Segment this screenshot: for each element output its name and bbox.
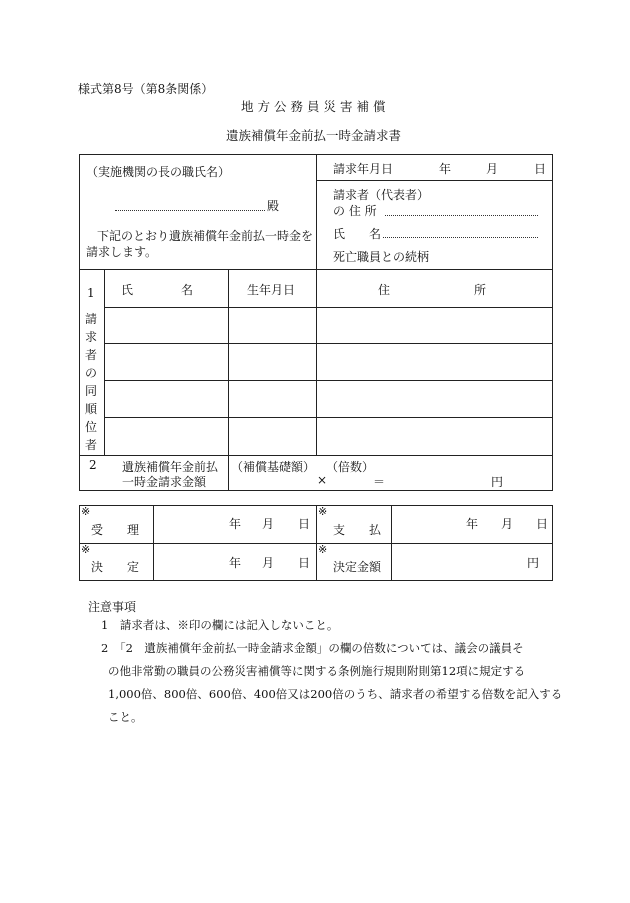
col-header-address: 住 所 xyxy=(378,283,487,297)
date-year: 年 xyxy=(439,162,452,176)
note-item-2-cont-3: こと。 xyxy=(108,710,143,724)
mark-decision: ※ xyxy=(81,543,91,556)
received-label: 受 理 xyxy=(91,523,140,537)
address-label: の 住 所 xyxy=(333,204,377,218)
received-year: 年 xyxy=(229,517,242,531)
decision-year: 年 xyxy=(229,556,242,570)
form-title: 地方公務員災害補償 xyxy=(241,99,390,114)
agency-name-line[interactable] xyxy=(115,210,265,211)
received-month: 月 xyxy=(262,517,275,531)
mark-decided-amount: ※ xyxy=(318,543,328,556)
decided-amount-yen: 円 xyxy=(527,556,540,570)
payment-year: 年 xyxy=(466,517,479,531)
decision-month: 月 xyxy=(262,556,275,570)
times-sign: × xyxy=(317,473,328,487)
date-month: 月 xyxy=(486,162,499,176)
request-date-label: 請求年月日 xyxy=(333,162,394,176)
request-text-2: 請求します。 xyxy=(86,245,158,259)
payment-day: 日 xyxy=(536,517,549,531)
section2-label-1: 遺族補償年金前払 xyxy=(122,460,219,474)
section1-number: 1 xyxy=(87,286,95,300)
form-number: 様式第8号（第8条関係） xyxy=(78,82,214,96)
decision-day: 日 xyxy=(298,556,311,570)
address-field[interactable] xyxy=(385,215,538,216)
agency-label: （実施機関の長の職氏名） xyxy=(86,165,231,179)
name-label: 氏 名 xyxy=(333,227,382,241)
mark-received: ※ xyxy=(81,505,91,518)
col-header-name: 氏 名 xyxy=(121,283,194,297)
payment-month: 月 xyxy=(501,517,514,531)
payment-label: 支 払 xyxy=(333,523,382,537)
yen-unit: 円 xyxy=(491,475,504,489)
section2-label-2: 一時金請求金額 xyxy=(122,475,207,489)
requester-label: 請求者（代表者） xyxy=(333,188,430,202)
mark-payment: ※ xyxy=(318,505,328,518)
decided-amount-label: 決定金額 xyxy=(333,560,382,574)
dono-label: 殿 xyxy=(267,199,280,213)
request-text-1: 下記のとおり遺族補償年金前払一時金を xyxy=(97,229,314,243)
note-item-2-cont-2: 1,000倍、800倍、600倍、400倍又は200倍のうち、請求者の希望する倍数を記入する xyxy=(108,687,563,701)
form-subtitle: 遺族補償年金前払一時金請求書 xyxy=(226,128,402,143)
note-item-2: 2 「2 遺族補償年金前払一時金請求金額」の欄の倍数については、議会の議員そ xyxy=(101,641,524,655)
note-item-1: 1 請求者は、※印の欄には記入しないこと。 xyxy=(101,618,339,632)
equals-sign: ＝ xyxy=(373,475,386,489)
received-day: 日 xyxy=(298,517,311,531)
relation-label: 死亡職員との続柄 xyxy=(333,250,430,264)
section2-number: 2 xyxy=(89,458,97,472)
date-day: 日 xyxy=(534,162,547,176)
section1-vertical-label: 請 求 者 の 同 順 位 者 xyxy=(84,312,97,452)
decision-label: 決 定 xyxy=(91,560,140,574)
base-amount-label: （補償基礎額） xyxy=(231,460,316,474)
col-header-birth: 生年月日 xyxy=(247,283,296,297)
notes-heading: 注意事項 xyxy=(88,600,137,614)
multiplier-label: （倍数） xyxy=(326,460,375,474)
note-item-2-cont-1: の他非常勤の職員の公務災害補償等に関する条例施行規則附則第12項に規定する xyxy=(108,664,526,678)
name-field[interactable] xyxy=(383,237,538,238)
